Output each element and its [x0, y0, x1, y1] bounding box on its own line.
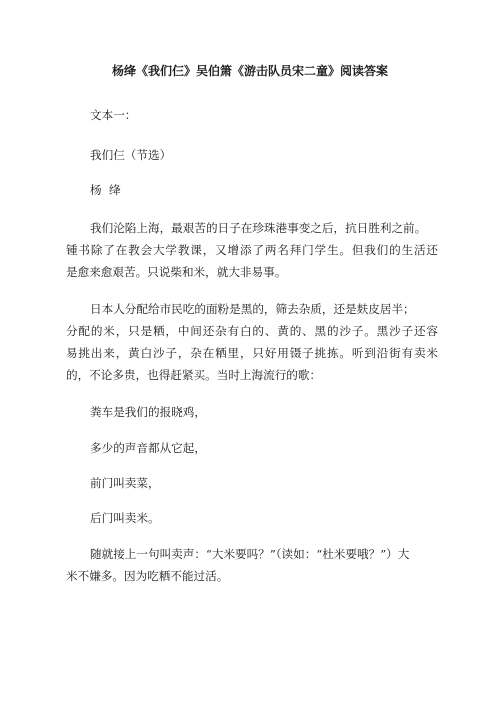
paragraph-2-line-4: 的，不论多贵，也得赶紧买。当时上海流行的歌： — [66, 368, 322, 382]
paragraph-2-line-3: 易挑出来，黄白沙子，杂在粞里，只好用镊子挑拣。听到沿街有卖米 — [66, 346, 438, 360]
closing-line-2: 米不嫌多。因为吃粞不能过活。 — [66, 569, 229, 583]
song-line-3: 前门叫卖菜， — [90, 476, 160, 490]
author-name: 杨 绛 — [90, 183, 121, 197]
paragraph-1-line-3: 是愈来愈艰苦。只说柴和米，就大非易事。 — [66, 265, 287, 279]
document-title: 杨绛《我们仨》吴伯箫《游击队员宋二童》阅读答案 — [111, 64, 388, 78]
song-line-2: 多少的声音都从它起， — [90, 441, 206, 455]
paragraph-2-line-2: 分配的米，只是粞，中间还杂有白的、黄的、黑的沙子。黑沙子还容 — [66, 324, 438, 338]
excerpt-title: 我们仨（节选） — [90, 148, 172, 162]
text-one-label: 文本一： — [90, 108, 137, 122]
song-line-1: 粪车是我们的报晓鸡， — [90, 405, 206, 419]
song-line-4: 后门叫卖米。 — [90, 511, 160, 525]
closing-line-1: 随就接上一句叫卖声：“大米要吗？”（读如：“杜米要哦？”）大 — [90, 547, 410, 561]
paragraph-2-line-1: 日本人分配给市民吃的面粉是黑的，筛去杂质，还是麸皮居半； — [90, 302, 415, 316]
paragraph-1-line-1: 我们沦陷上海，最艰苦的日子在珍珠港事变之后，抗日胜利之前。 — [90, 221, 427, 235]
paragraph-1-line-2: 锺书除了在教会大学教课，又增添了两名拜门学生。但我们的生活还 — [66, 243, 438, 257]
